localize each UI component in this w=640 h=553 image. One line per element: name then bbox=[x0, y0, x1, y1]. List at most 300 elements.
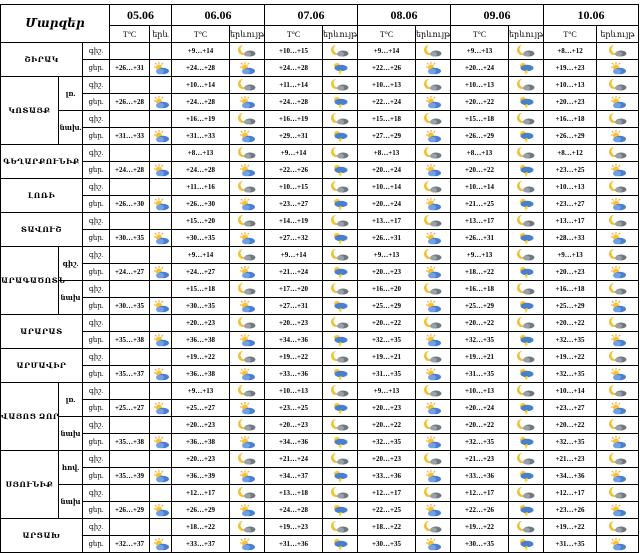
temp-cell: +19…+22 bbox=[544, 519, 597, 536]
temp-cell: +13…+17 bbox=[451, 213, 509, 230]
temp-cell: +24…+28 bbox=[110, 162, 150, 179]
temp-cell: +35…+39 bbox=[110, 468, 150, 485]
partly-cloudy-icon bbox=[597, 298, 639, 315]
phen-col-header: երևույթ bbox=[323, 26, 358, 43]
temp-cell: +26…+29 bbox=[110, 502, 150, 519]
temp-cell: +23…+25 bbox=[265, 400, 323, 417]
temp-cell: +12…+17 bbox=[358, 485, 416, 502]
empty-icon-cell bbox=[150, 179, 172, 196]
night-cloud-icon bbox=[597, 383, 639, 400]
temp-cell: +23…+27 bbox=[544, 400, 597, 417]
night-cloud-icon bbox=[323, 519, 358, 536]
night-cloud-icon bbox=[597, 451, 639, 468]
temp-cell: +20…+24 bbox=[451, 60, 509, 77]
thunderstorm-icon bbox=[323, 332, 358, 349]
part-label: ցեր. bbox=[83, 128, 110, 145]
temp-cell: +35…+38 bbox=[110, 434, 150, 451]
thunderstorm-icon bbox=[323, 162, 358, 179]
temp-cell: +16…+20 bbox=[358, 281, 416, 298]
part-label: ցեր. bbox=[83, 230, 110, 247]
temp-cell: +23…+27 bbox=[544, 196, 597, 213]
temp-cell bbox=[110, 179, 150, 196]
temp-cell: +26…+31 bbox=[110, 60, 150, 77]
thunderstorm-icon bbox=[323, 502, 358, 519]
thunderstorm-icon bbox=[323, 230, 358, 247]
subregion-label: լռ. bbox=[59, 77, 83, 111]
temp-cell: +26…+30 bbox=[172, 196, 230, 213]
partly-cloudy-icon bbox=[150, 536, 172, 553]
temp-cell: +15…+20 bbox=[172, 213, 230, 230]
temp-cell: +16…+18 bbox=[544, 111, 597, 128]
partly-cloudy-icon bbox=[150, 94, 172, 111]
partly-cloudy-icon bbox=[597, 162, 639, 179]
temp-cell: +36…+38 bbox=[172, 366, 230, 383]
temp-cell: +32…+35 bbox=[544, 434, 597, 451]
night-cloud-icon bbox=[323, 349, 358, 366]
subregion-label: նախ. bbox=[59, 111, 83, 145]
temp-cell bbox=[110, 383, 150, 400]
temp-cell: +9…+13 bbox=[358, 383, 416, 400]
temp-cell: +32…+35 bbox=[358, 332, 416, 349]
phen-col-header: երևույթ bbox=[416, 26, 451, 43]
part-label: գիշ. bbox=[83, 315, 110, 332]
thunderstorm-icon bbox=[509, 230, 544, 247]
partly-cloudy-icon bbox=[150, 264, 172, 281]
night-cloud-icon bbox=[416, 43, 451, 60]
night-cloud-icon bbox=[323, 145, 358, 162]
part-label: ցեր. bbox=[83, 94, 110, 111]
night-cloud-icon bbox=[509, 485, 544, 502]
night-cloud-icon bbox=[323, 281, 358, 298]
temp-cell: +22…+26 bbox=[358, 60, 416, 77]
temp-cell: +10…+13 bbox=[544, 77, 597, 94]
night-cloud-icon bbox=[323, 315, 358, 332]
temp-cell: +25…+29 bbox=[358, 298, 416, 315]
partly-cloudy-icon bbox=[597, 332, 639, 349]
part-label: գիշ. bbox=[83, 349, 110, 366]
temp-cell: +15…+18 bbox=[451, 111, 509, 128]
temp-cell: +13…+17 bbox=[544, 213, 597, 230]
temp-cell: +9…+14 bbox=[358, 43, 416, 60]
temp-cell: +27…+31 bbox=[265, 298, 323, 315]
temp-cell: +22…+24 bbox=[358, 94, 416, 111]
partly-cloudy-icon bbox=[597, 536, 639, 553]
temp-cell: +9…+13 bbox=[358, 247, 416, 264]
temp-cell: +34…+37 bbox=[265, 468, 323, 485]
thunderstorm-icon bbox=[509, 400, 544, 417]
night-cloud-icon bbox=[509, 281, 544, 298]
night-cloud-icon bbox=[230, 179, 265, 196]
night-cloud-icon bbox=[416, 349, 451, 366]
part-label: գիշ. bbox=[83, 417, 110, 434]
partly-cloudy-icon bbox=[150, 60, 172, 77]
thunderstorm-icon bbox=[323, 468, 358, 485]
empty-icon-cell bbox=[150, 349, 172, 366]
night-cloud-icon bbox=[597, 315, 639, 332]
night-cloud-icon bbox=[597, 213, 639, 230]
night-cloud-icon bbox=[230, 519, 265, 536]
partly-cloudy-icon bbox=[230, 94, 265, 111]
temp-cell: +23…+27 bbox=[265, 196, 323, 213]
temp-cell: +9…+13 bbox=[451, 247, 509, 264]
night-cloud-icon bbox=[323, 43, 358, 60]
night-cloud-icon bbox=[597, 179, 639, 196]
part-label: ցեր. bbox=[83, 298, 110, 315]
temp-cell: +13…+18 bbox=[265, 485, 323, 502]
partly-cloudy-icon bbox=[150, 434, 172, 451]
partly-cloudy-icon bbox=[597, 128, 639, 145]
night-cloud-icon bbox=[230, 77, 265, 94]
night-cloud-icon bbox=[323, 247, 358, 264]
thunderstorm-icon bbox=[323, 264, 358, 281]
temp-cell: +28…+33 bbox=[544, 230, 597, 247]
partly-cloudy-icon bbox=[416, 128, 451, 145]
temp-cell: +26…+30 bbox=[110, 196, 150, 213]
temp-cell: +9…+13 bbox=[544, 247, 597, 264]
temp-cell: +22…+26 bbox=[451, 502, 509, 519]
night-cloud-icon bbox=[509, 179, 544, 196]
thunderstorm-icon bbox=[509, 60, 544, 77]
partly-cloudy-icon bbox=[230, 536, 265, 553]
date-header: 06.06 bbox=[172, 5, 265, 26]
temp-cell: +15…+18 bbox=[172, 281, 230, 298]
temp-cell: +32…+37 bbox=[110, 536, 150, 553]
temp-cell bbox=[110, 315, 150, 332]
partly-cloudy-icon bbox=[597, 366, 639, 383]
partly-cloudy-icon bbox=[597, 230, 639, 247]
night-cloud-icon bbox=[416, 281, 451, 298]
subregion-label: նախ bbox=[59, 485, 83, 519]
part-label: գիշ. bbox=[83, 43, 110, 60]
temp-cell: +11…+14 bbox=[265, 77, 323, 94]
thunderstorm-icon bbox=[509, 264, 544, 281]
forecast-table bbox=[0, 4, 639, 553]
temp-cell: +9…+13 bbox=[451, 43, 509, 60]
temp-cell: +35…+37 bbox=[110, 366, 150, 383]
night-cloud-icon bbox=[509, 349, 544, 366]
night-cloud-icon bbox=[597, 247, 639, 264]
thunderstorm-icon bbox=[509, 94, 544, 111]
temp-cell: +30…+35 bbox=[358, 536, 416, 553]
part-label: գիշ. bbox=[83, 213, 110, 230]
temp-cell: +8…+12 bbox=[544, 145, 597, 162]
empty-icon-cell bbox=[150, 145, 172, 162]
temp-cell: +19…+23 bbox=[265, 519, 323, 536]
temp-col-header: T°C bbox=[172, 26, 230, 43]
empty-icon-cell bbox=[150, 315, 172, 332]
temp-cell: +20…+22 bbox=[544, 417, 597, 434]
partly-cloudy-icon bbox=[597, 196, 639, 213]
part-label: գիշ. bbox=[83, 111, 110, 128]
temp-cell: +24…+28 bbox=[265, 502, 323, 519]
temp-cell: +9…+14 bbox=[172, 43, 230, 60]
temp-cell: +32…+35 bbox=[544, 332, 597, 349]
subregion-label: հով. bbox=[59, 451, 83, 485]
partly-cloudy-icon bbox=[597, 468, 639, 485]
empty-icon-cell bbox=[150, 213, 172, 230]
temp-cell: +30…+35 bbox=[172, 230, 230, 247]
temp-col-header: T°C bbox=[544, 26, 597, 43]
temp-cell: +20…+22 bbox=[358, 417, 416, 434]
night-cloud-icon bbox=[416, 111, 451, 128]
empty-icon-cell bbox=[150, 383, 172, 400]
partly-cloudy-icon bbox=[230, 502, 265, 519]
night-cloud-icon bbox=[230, 315, 265, 332]
part-label: գիշ. bbox=[83, 145, 110, 162]
partly-cloudy-icon bbox=[597, 60, 639, 77]
date-header: 10.06 bbox=[544, 5, 639, 26]
night-cloud-icon bbox=[323, 383, 358, 400]
temp-cell: +36…+39 bbox=[172, 468, 230, 485]
partly-cloudy-icon bbox=[150, 196, 172, 213]
region-name: ՍՅՈՒՆԻՔ bbox=[1, 451, 59, 519]
partly-cloudy-icon bbox=[230, 230, 265, 247]
night-cloud-icon bbox=[416, 179, 451, 196]
temp-cell: +12…+17 bbox=[451, 485, 509, 502]
temp-cell: +16…+18 bbox=[451, 281, 509, 298]
thunderstorm-icon bbox=[509, 196, 544, 213]
night-cloud-icon bbox=[230, 43, 265, 60]
empty-icon-cell bbox=[150, 43, 172, 60]
thunderstorm-icon bbox=[323, 434, 358, 451]
region-name: ԱՐՑԱԽ bbox=[1, 519, 83, 553]
temp-cell: +31…+35 bbox=[451, 366, 509, 383]
partly-cloudy-icon bbox=[150, 502, 172, 519]
night-cloud-icon bbox=[230, 145, 265, 162]
temp-cell: +24…+28 bbox=[265, 94, 323, 111]
thunderstorm-icon bbox=[323, 536, 358, 553]
subregion-label: գիշ. bbox=[59, 247, 83, 281]
night-cloud-icon bbox=[597, 349, 639, 366]
night-cloud-icon bbox=[509, 77, 544, 94]
temp-cell: +19…+22 bbox=[172, 349, 230, 366]
part-label: գիշ. bbox=[83, 179, 110, 196]
empty-icon-cell bbox=[150, 111, 172, 128]
temp-cell: +34…+36 bbox=[265, 332, 323, 349]
night-cloud-icon bbox=[230, 111, 265, 128]
temp-cell: +16…+19 bbox=[265, 111, 323, 128]
date-header: 08.06 bbox=[358, 5, 451, 26]
thunderstorm-icon bbox=[509, 332, 544, 349]
temp-cell: +26…+29 bbox=[544, 128, 597, 145]
temp-cell bbox=[110, 281, 150, 298]
temp-cell bbox=[110, 349, 150, 366]
temp-cell: +8…+13 bbox=[358, 145, 416, 162]
partly-cloudy-icon bbox=[416, 60, 451, 77]
temp-cell: +25…+27 bbox=[172, 400, 230, 417]
thunderstorm-icon bbox=[323, 94, 358, 111]
temp-cell: +10…+14 bbox=[358, 179, 416, 196]
night-cloud-icon bbox=[230, 247, 265, 264]
temp-cell: +20…+22 bbox=[451, 162, 509, 179]
night-cloud-icon bbox=[597, 281, 639, 298]
part-label: ցեր. bbox=[83, 366, 110, 383]
empty-icon-cell bbox=[150, 451, 172, 468]
night-cloud-icon bbox=[230, 281, 265, 298]
temp-cell: +20…+24 bbox=[358, 196, 416, 213]
region-name: ՎԱՅՈՑ ՁՈՐ bbox=[1, 383, 59, 451]
phen-col-header: երևույթ bbox=[597, 26, 639, 43]
temp-cell: +10…+15 bbox=[265, 43, 323, 60]
temp-cell: +31…+33 bbox=[172, 128, 230, 145]
temp-cell: +8…+13 bbox=[451, 145, 509, 162]
partly-cloudy-icon bbox=[416, 536, 451, 553]
partly-cloudy-icon bbox=[150, 230, 172, 247]
night-cloud-icon bbox=[509, 451, 544, 468]
partly-cloudy-icon bbox=[150, 468, 172, 485]
partly-cloudy-icon bbox=[597, 264, 639, 281]
temp-cell: +9…+14 bbox=[172, 247, 230, 264]
night-cloud-icon bbox=[597, 519, 639, 536]
night-cloud-icon bbox=[509, 417, 544, 434]
temp-cell: +22…+26 bbox=[265, 162, 323, 179]
part-label: ցեր. bbox=[83, 502, 110, 519]
part-label: ցեր. bbox=[83, 196, 110, 213]
empty-icon-cell bbox=[150, 417, 172, 434]
temp-cell: +26…+29 bbox=[172, 502, 230, 519]
night-cloud-icon bbox=[597, 43, 639, 60]
temp-cell: +25…+27 bbox=[110, 400, 150, 417]
night-cloud-icon bbox=[509, 145, 544, 162]
region-name: ԿՈՏԱՅՔ bbox=[1, 77, 59, 145]
phen-col-header: երևույթ bbox=[230, 26, 265, 43]
temp-cell: +26…+31 bbox=[358, 230, 416, 247]
temp-cell: +29…+31 bbox=[265, 128, 323, 145]
partly-cloudy-icon bbox=[230, 400, 265, 417]
night-cloud-icon bbox=[230, 383, 265, 400]
temp-cell: +34…+36 bbox=[544, 468, 597, 485]
temp-cell: +11…+16 bbox=[172, 179, 230, 196]
night-cloud-icon bbox=[230, 213, 265, 230]
partly-cloudy-icon bbox=[230, 264, 265, 281]
empty-icon-cell bbox=[150, 485, 172, 502]
partly-cloudy-icon bbox=[416, 162, 451, 179]
night-cloud-icon bbox=[416, 247, 451, 264]
temp-cell bbox=[110, 485, 150, 502]
temp-cell bbox=[110, 451, 150, 468]
partly-cloudy-icon bbox=[230, 366, 265, 383]
partly-cloudy-icon bbox=[150, 128, 172, 145]
temp-cell: +19…+22 bbox=[265, 349, 323, 366]
temp-cell: +25…+29 bbox=[451, 298, 509, 315]
temp-cell: +9…+14 bbox=[265, 247, 323, 264]
temp-cell: +31…+33 bbox=[110, 128, 150, 145]
temp-cell: +33…+36 bbox=[451, 468, 509, 485]
temp-cell: +20…+23 bbox=[265, 315, 323, 332]
empty-icon-cell bbox=[150, 77, 172, 94]
temp-cell: +30…+35 bbox=[451, 536, 509, 553]
partly-cloudy-icon bbox=[416, 196, 451, 213]
temp-cell bbox=[110, 145, 150, 162]
temp-cell: +19…+22 bbox=[544, 349, 597, 366]
temp-cell: +20…+24 bbox=[358, 162, 416, 179]
partly-cloudy-icon bbox=[416, 94, 451, 111]
temp-cell: +16…+18 bbox=[544, 281, 597, 298]
temp-cell: +22…+25 bbox=[358, 502, 416, 519]
temp-cell: +21…+25 bbox=[451, 196, 509, 213]
partly-cloudy-icon bbox=[230, 468, 265, 485]
part-label: ցեր. bbox=[83, 332, 110, 349]
part-label: ցեր. bbox=[83, 162, 110, 179]
part-label: գիշ. bbox=[83, 247, 110, 264]
thunderstorm-icon bbox=[509, 298, 544, 315]
night-cloud-icon bbox=[416, 485, 451, 502]
temp-cell: +31…+35 bbox=[544, 536, 597, 553]
night-cloud-icon bbox=[416, 383, 451, 400]
empty-icon-cell bbox=[150, 281, 172, 298]
thunderstorm-icon bbox=[323, 366, 358, 383]
temp-cell: +20…+22 bbox=[451, 417, 509, 434]
region-name: ՏԱՎՈՒՇ bbox=[1, 213, 83, 247]
temp-cell bbox=[110, 111, 150, 128]
partly-cloudy-icon bbox=[416, 502, 451, 519]
temp-cell: +36…+38 bbox=[172, 332, 230, 349]
thunderstorm-icon bbox=[509, 162, 544, 179]
region-name: ԱՐՄԱՎԻՐ bbox=[1, 349, 83, 383]
night-cloud-icon bbox=[323, 179, 358, 196]
partly-cloudy-icon bbox=[416, 434, 451, 451]
partly-cloudy-icon bbox=[230, 298, 265, 315]
partly-cloudy-icon bbox=[150, 298, 172, 315]
temp-cell: +20…+22 bbox=[451, 94, 509, 111]
partly-cloudy-icon bbox=[150, 332, 172, 349]
temp-cell: +19…+21 bbox=[451, 349, 509, 366]
temp-cell: +10…+13 bbox=[544, 179, 597, 196]
partly-cloudy-icon bbox=[150, 366, 172, 383]
temp-cell: +24…+27 bbox=[172, 264, 230, 281]
temp-cell: +30…+35 bbox=[172, 298, 230, 315]
temp-cell: +33…+37 bbox=[172, 536, 230, 553]
temp-cell bbox=[110, 77, 150, 94]
empty-icon-cell bbox=[150, 247, 172, 264]
temp-cell bbox=[110, 43, 150, 60]
temp-cell: +20…+23 bbox=[358, 264, 416, 281]
temp-cell: +21…+24 bbox=[265, 264, 323, 281]
night-cloud-icon bbox=[230, 451, 265, 468]
temp-col-header: T°C bbox=[110, 26, 150, 43]
thunderstorm-icon bbox=[509, 502, 544, 519]
temp-cell: +24…+27 bbox=[110, 264, 150, 281]
temp-cell: +20…+23 bbox=[544, 264, 597, 281]
night-cloud-icon bbox=[509, 315, 544, 332]
temp-cell: +13…+17 bbox=[358, 213, 416, 230]
thunderstorm-icon bbox=[509, 434, 544, 451]
temp-cell: +18…+22 bbox=[451, 264, 509, 281]
page-title: Մարզեր bbox=[1, 5, 110, 43]
night-cloud-icon bbox=[323, 111, 358, 128]
partly-cloudy-icon bbox=[416, 400, 451, 417]
thunderstorm-icon bbox=[323, 196, 358, 213]
temp-cell: +20…+24 bbox=[451, 400, 509, 417]
temp-cell: +31…+36 bbox=[265, 536, 323, 553]
subregion-label: լռ. bbox=[59, 383, 83, 417]
partly-cloudy-icon bbox=[416, 230, 451, 247]
temp-cell: +34…+36 bbox=[265, 434, 323, 451]
region-name: ՇԻՐԱԿ bbox=[1, 43, 83, 77]
night-cloud-icon bbox=[509, 247, 544, 264]
temp-cell bbox=[110, 417, 150, 434]
temp-cell: +19…+23 bbox=[544, 60, 597, 77]
night-cloud-icon bbox=[597, 111, 639, 128]
temp-cell: +12…+17 bbox=[172, 485, 230, 502]
date-header: 05.06 bbox=[110, 5, 172, 26]
partly-cloudy-icon bbox=[230, 128, 265, 145]
temp-cell: +26…+31 bbox=[451, 230, 509, 247]
thunderstorm-icon bbox=[323, 400, 358, 417]
temp-cell: +10…+13 bbox=[358, 77, 416, 94]
temp-cell: +20…+23 bbox=[172, 315, 230, 332]
night-cloud-icon bbox=[416, 315, 451, 332]
